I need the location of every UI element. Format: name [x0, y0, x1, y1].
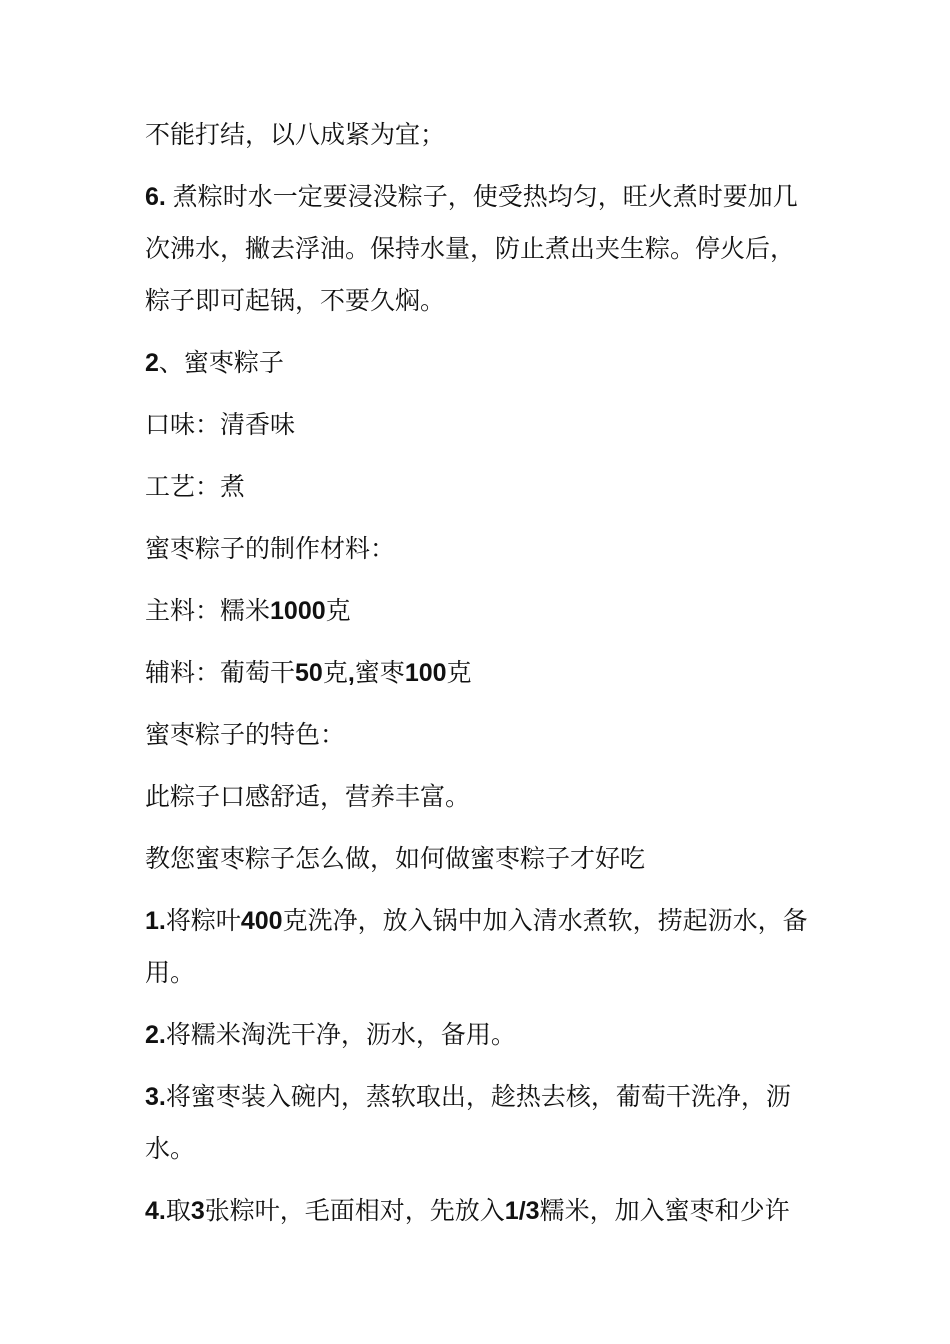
- text-run: 口味：清香味: [145, 410, 296, 439]
- text-run: 将蜜枣装入碗内，蒸软取出，趁热去核，葡萄干洗净，沥水。: [145, 1082, 791, 1163]
- text-run: 此粽子口感舒适，营养丰富。: [145, 782, 471, 811]
- text-run: 蜜枣粽子的特色：: [145, 720, 346, 749]
- bold-text-run: 2: [145, 349, 159, 377]
- paragraph: [145, 585, 815, 637]
- text-run: 克: [322, 658, 348, 687]
- text-run: 不能打结，以八成紧为宜；: [145, 120, 446, 149]
- bold-text-run: 1.: [145, 907, 166, 935]
- text-run: 取: [165, 1196, 191, 1225]
- paragraph: [145, 1009, 815, 1061]
- paragraph: [145, 523, 815, 575]
- paragraph: [145, 399, 815, 451]
- text-run: 教您蜜枣粽子怎么做，如何做蜜枣粽子才好吃: [145, 844, 646, 873]
- paragraph: [145, 171, 815, 327]
- text-run: 煮粽时水一定要浸没粽子，使受热均匀，旺火煮时要加几次沸水，撇去浮油。保持水量，防止煮出夹生粽。停火后，粽子即可起锅，不要久焖。: [145, 182, 798, 315]
- paragraph: [145, 833, 815, 885]
- text-run: 蜜枣粽子的制作材料：: [145, 534, 396, 563]
- paragraph: [145, 709, 815, 761]
- text-run: 克: [325, 596, 351, 625]
- paragraph: [145, 1071, 815, 1175]
- text-run: 克洗净，放入锅中加入清水煮软，捞起沥水，备用。: [145, 906, 808, 987]
- bold-text-run: 1000: [270, 597, 326, 625]
- paragraph: [145, 109, 815, 161]
- bold-text-run: 6.: [145, 183, 173, 211]
- bold-text-run: 1/3: [504, 1197, 540, 1225]
- text-run: 张粽叶，毛面相对，先放入: [204, 1196, 505, 1225]
- bold-text-run: 100: [404, 659, 447, 687]
- text-run: 、蜜枣粽子: [158, 348, 284, 377]
- text-run: 工艺：煮: [145, 472, 246, 501]
- paragraph: [145, 461, 815, 513]
- bold-text-run: 4.: [145, 1197, 166, 1225]
- text-run: 克: [446, 658, 472, 687]
- bold-text-run: 2.: [145, 1021, 166, 1049]
- bold-text-run: 400: [240, 907, 283, 935]
- paragraph: [145, 337, 815, 389]
- bold-text-run: 3.: [145, 1083, 166, 1111]
- bold-text-run: 50: [295, 659, 323, 687]
- text-run: 蜜枣: [354, 658, 405, 687]
- text-run: 糯米，加入蜜枣和少许: [539, 1196, 790, 1225]
- paragraph: [145, 647, 815, 699]
- paragraph: [145, 1185, 815, 1237]
- paragraph: [145, 771, 815, 823]
- text-run: 将粽叶: [165, 906, 241, 935]
- paragraph: [145, 895, 815, 999]
- bold-text-run: 3: [190, 1197, 205, 1225]
- text-run: 将糯米淘洗干净，沥水，备用。: [165, 1020, 516, 1049]
- document-body: [145, 109, 815, 1247]
- text-run: 主料：糯米: [145, 596, 271, 625]
- text-run: 辅料：葡萄干: [145, 658, 296, 687]
- bold-text-run: ,: [347, 659, 355, 687]
